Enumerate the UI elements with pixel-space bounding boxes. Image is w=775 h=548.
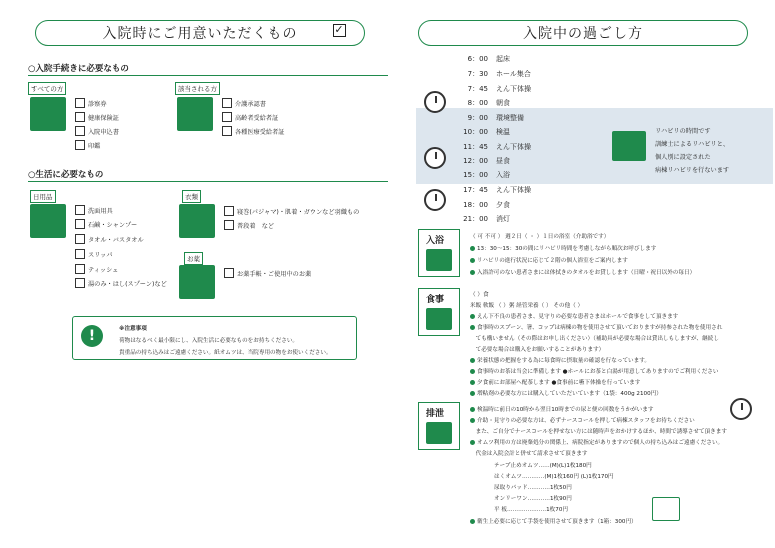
excretion-line: 検温時に前日の10時から翌日10時までの尿と便の回数をうかがいます (470, 405, 653, 413)
price-row: 尿取りパッド…………1枚50円 (494, 485, 572, 491)
schedule-row: 6：00 起床 (467, 55, 510, 63)
meal-line: 食事時のスプーン、箸、コップは病棟の物を使用させて頂いておりますが持参された物を使用され (470, 323, 722, 331)
rehab-line: 病棟リハビリを行ないます (655, 167, 730, 174)
rehab-line: リハビリの時間です (655, 128, 711, 135)
checklist-item[interactable]: 印鑑 (75, 140, 100, 150)
section-daily-life: ○生活に必要なもの (28, 168, 388, 182)
meal-line: 増粘剤の必要な方には購入していただいています（1袋：400g 2100円） (470, 389, 662, 397)
excretion-title: 排泄 (426, 409, 445, 419)
price-row: はくオムツ…………(M)1枚160円 (L)1枚170円 (494, 474, 614, 480)
documents-icon (30, 97, 66, 131)
bath-title: 入浴 (426, 236, 445, 246)
meal-line: （ ）食 (470, 292, 489, 298)
checklist-item[interactable]: 洗面用具 (75, 205, 113, 215)
schedule-row: 12：00 昼食 (463, 157, 510, 165)
checklist-item[interactable]: スリッパ (75, 249, 113, 259)
clock-icon (730, 398, 752, 420)
exclamation-icon: ! (81, 325, 103, 347)
meal-line: て必要な場合は購入をお願いすることがあります） (470, 347, 605, 353)
rehab-icon (612, 131, 646, 161)
checklist-item[interactable]: タオル・バスタオル (75, 234, 144, 244)
rehab-line: 個人別に設定された (655, 154, 711, 161)
meal-line: 栄養状態の把握をする為に毎食時に摂取量の確認を行なっています。 (470, 356, 650, 364)
schedule-row: 17：45 えん下体操 (463, 186, 531, 194)
rehab-line: 訓練士によるリハビリと、 (655, 141, 730, 148)
checklist-item[interactable]: ティッシュ (75, 264, 118, 274)
schedule-row: 9：00 環境整備 (467, 114, 524, 122)
checklist-item[interactable]: 湯のみ・はし(スプーン)など (75, 278, 167, 288)
schedule-row: 15：00 入浴 (463, 171, 510, 179)
excretion-line: 代金は入院会計と併せて請求させて頂きます (470, 451, 588, 457)
medicine-icon (179, 265, 215, 299)
checklist-item[interactable]: 入院申込書 (75, 126, 119, 136)
category-all: すべての方 (28, 82, 66, 95)
schedule-row: 10：00 検温 (463, 128, 510, 136)
meal-tray-icon (426, 308, 452, 330)
checklist-item[interactable]: 診察券 (75, 98, 107, 108)
shirt-icon (179, 204, 215, 238)
checkbox-checked-icon: ✓ (334, 23, 345, 36)
papers-icon (177, 97, 213, 131)
bed-icon (426, 422, 452, 444)
checklist-item[interactable]: 各種医療受給者証 (222, 126, 285, 136)
schedule-row: 11：45 えん下体操 (463, 143, 531, 151)
schedule-row: 8：00 朝食 (467, 99, 510, 107)
bath-line: 入浴許可のない患者さまには体拭きのタオルをお貸しします（日曜・祝日以外の毎日） (470, 268, 695, 276)
section-admission: ○入院手続きに必要なもの (28, 62, 388, 76)
toiletries-icon (30, 204, 66, 238)
note-box (72, 316, 357, 360)
price-row: テープ止めオムツ……(M)(L)1枚180円 (494, 463, 592, 469)
schedule-row: 21：00 消灯 (463, 215, 510, 223)
gloves-icon (652, 497, 680, 521)
meal-title: 食事 (426, 295, 445, 305)
checklist-item[interactable]: 普段着 など (224, 220, 274, 230)
schedule-row: 7：30 ホール集合 (467, 70, 531, 78)
note-title: ※注意事項 (119, 326, 147, 332)
note-line: 貴重品の持ち込みはご遠慮ください。紙オムツは、当院専用の物をお使いください。 (119, 350, 332, 356)
excretion-line: 衛生上必要に応じて手袋を使用させて頂きます（1箱：300円） (470, 517, 637, 525)
checklist-item[interactable]: お薬手帳・ご使用中のお薬 (224, 268, 311, 278)
category-clothes: 衣類 (182, 190, 201, 203)
bath-line: リハビリの進行状況に応じて２階の個人浴室をご案内します (470, 256, 628, 264)
schedule-row: 18：00 夕食 (463, 201, 510, 209)
left-title: 入院時にご用意いただくもの ✓ (35, 20, 365, 46)
checklist-item[interactable]: 寝巻(パジャマ)・肌着・ガウンなど羽織もの (224, 206, 359, 216)
meal-line: ても構いません（その際はお申し出ください）（補助具が必要な場合は貸出しもしますが、継続し (470, 336, 719, 342)
note-line: 荷物はなるべく最小限にし、入院生活に必要なものをお持ちください。 (119, 338, 299, 344)
bathtub-icon (426, 249, 452, 271)
schedule-row: 7：45 えん下体操 (467, 85, 531, 93)
checklist-item[interactable]: 健康保険証 (75, 112, 119, 122)
price-row: 平 板…………………1枚70円 (494, 507, 568, 513)
excretion-line: また、ご自分でナースコールを押せない方には随時声をおかけするほか、時間で誘導させて頂きます (470, 429, 727, 435)
excretion-line: オムツ利用の方は廃棄処分の関係上、病院指定がありますので個人の持ち込みはご遠慮ください。 (470, 438, 723, 446)
right-title: 入院中の過ごし方 (418, 20, 748, 46)
meal-line: 夕食前にお部屋へ配茶します ●食事前に嚥下体操を行っています (470, 378, 640, 386)
checklist-item[interactable]: 介護承認書 (222, 98, 266, 108)
category-daily: 日用品 (30, 190, 56, 203)
meal-line: えん下不良の患者さま、見守りの必要な患者さまはホールで食事をして頂きます (470, 312, 678, 320)
bath-line: （ 可 不可 ） 週２日（ ・ ）１日の浴室（介助浴です） (470, 234, 610, 240)
price-row: オンリーワン…………1枚90円 (494, 496, 572, 502)
meal-line: 食事時のお茶は当会に準備します ●ホールにお茶と白湯が用意してありますのでご利用ください (470, 367, 719, 375)
category-applicable: 該当される方 (175, 82, 220, 95)
checklist-item[interactable]: 高齢者受給者証 (222, 112, 278, 122)
meal-line: 米飯 軟飯 （ ）粥 経管栄養（ ） その他（ ） (470, 303, 584, 309)
checklist-item[interactable]: 石鹸・シャンプー (75, 219, 137, 229)
excretion-line: 介助・見守りの必要な方は、必ずナースコールを押して病棟スタッフをお待ちください (470, 416, 695, 424)
bath-line: 13：30～15：30の間にリハビリ時間を考慮しながら順次お呼びします (470, 244, 656, 252)
category-medicine: お薬 (184, 252, 203, 265)
